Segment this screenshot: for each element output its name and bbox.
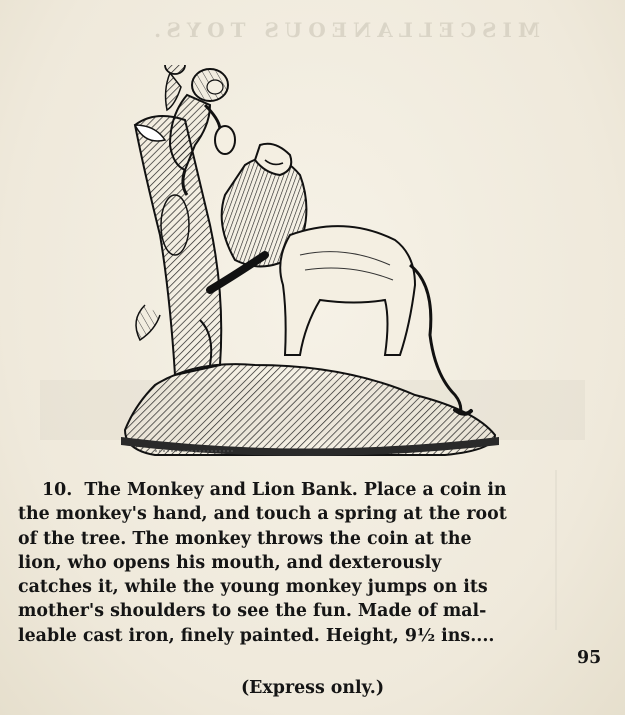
shipping-note: (Express only.) xyxy=(240,678,385,698)
description-line-1 xyxy=(18,478,558,502)
catalog-description xyxy=(18,478,558,648)
description-line-5: catches it, while the young monkey jumps on its xyxy=(18,577,488,598)
item-title: The Monkey and Lion Bank. xyxy=(84,480,358,500)
description-line-4: lion, who opens his mouth, and dexterously xyxy=(18,552,442,573)
bleed-through-margin xyxy=(555,470,617,630)
monkey-lion-bank-illustration xyxy=(115,65,505,465)
description-line-2: the monkey's hand, and touch a spring at the root xyxy=(18,504,507,525)
bleed-through-heading: MISCELLANEOUS TOYS. xyxy=(148,18,540,42)
description-line-7: leable cast iron, finely painted. Height, 9½ ins.... xyxy=(18,625,495,646)
description-line-3: of the tree. The monkey throws the coin at the xyxy=(18,528,472,549)
item-number: 10. xyxy=(42,480,73,500)
description-line-6: mother's shoulders to see the fun. Made of mal- xyxy=(18,601,487,622)
description-line-1-text: Place a coin in xyxy=(363,480,507,500)
item-price: 95 xyxy=(577,648,602,668)
